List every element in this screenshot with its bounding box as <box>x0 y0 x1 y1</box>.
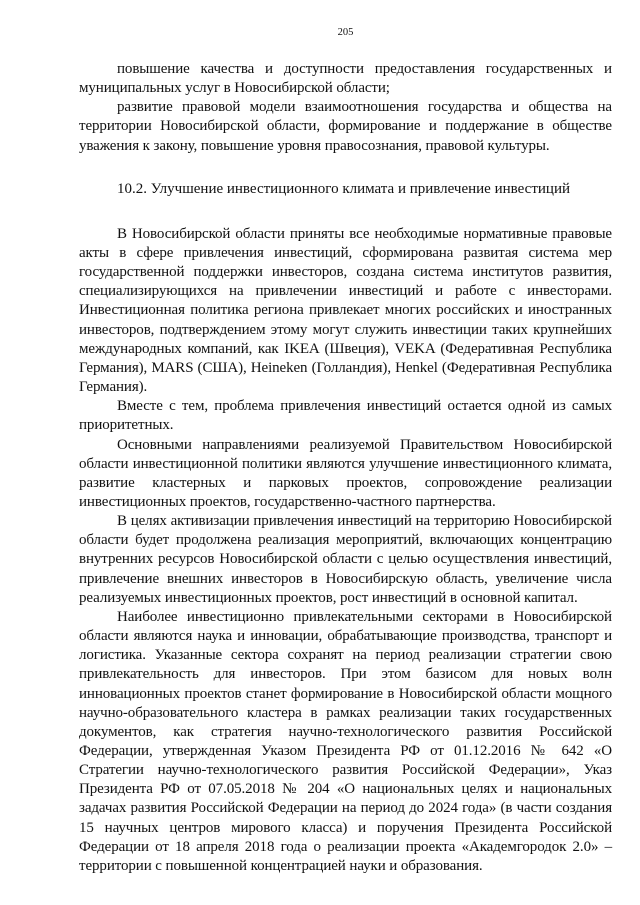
paragraph-legal-model: развитие правовой модели взаимоотношения государства и общества на территории Новосибирской области, формирование и поддержание в обществе уважения к закону, повышение уровня правосознания, правовой культуры. <box>79 99 612 154</box>
paragraph-priority: Вместе с тем, проблема привлечения инвестиций остается одной из самых приоритетных. <box>79 398 612 434</box>
paragraph-attractive-sectors: Наиболее инвестиционно привлекательными секторами в Новосибирской области являются наука и инновации, обрабатывающие производства, транспорт и логистика. Указанные сектора сохранят на период реализации стратегии свою привлекательность для инвесторов. При этом базисом для новых волн инновационных проектов станет формирование в Новосибирской области мощного научно-образовательного кластера в рамках реализации таких государственных документов, как стратегия научно-технологического развития Российской Федерации, утвержденная Указом Президента РФ от 01.12.2016 № 642 «О Стратегии научно-технологического развития Российской Федерации», Указ Президента РФ от 07.05.2018 № 204 «О национальных целях и национальных задачах развития Российской Федерации на период до 2024 года» (в части создания 15 научных центров мирового класса) и поручения Президента Российской Федерации от 18 апреля 2018 года о реализации проекта «Академгородок 2.0» – территории с повышенной концентрацией науки и образования. <box>79 608 612 874</box>
paragraph-activation: В целях активизации привлечения инвестиций на территорию Новосибирской области будет продолжена реализация мероприятий, включающих концентрацию внутренних ресурсов Новосибирской области с целью осуществления инвестиций, привлечение внешних инвесторов в Новосибирскую область, увеличение числа реализуемых инвестиционных проектов, рост инвестиций в основной капитал. <box>79 513 612 606</box>
page-number: 205 <box>337 27 354 38</box>
section-heading: 10.2. Улучшение инвестиционного климата и привлечение инвестиций <box>117 180 570 197</box>
paragraph-main-directions: Основными направлениями реализуемой Правительством Новосибирской области инвестиционной политики являются улучшение инвестиционного климата, развитие кластерных и парковых проектов, сопровождение реализации инвестиционных проектов, государственно-частного партнерства. <box>79 436 612 510</box>
paragraph-regulations: В Новосибирской области приняты все необходимые нормативные правовые акты в сфере привлечения инвестиций, сформирована развитая система мер государственной поддержки инвесторов, создана система институтов развития, специализирующихся на привлечении инвестиций и работе с инвесторами. Инвестиционная политика региона привлекает многих российских и иностранных инвесторов, подтверждением этому могут служить инвестиции таких крупнейших международных компаний, как IKEA (Швеция), VEKA (Федеративная Республика Германия), MARS (США), Heineken (Голландия), Henkel (Федеративная Республика Германия). <box>79 225 612 396</box>
paragraph-service-quality: повышение качества и доступности предоставления государственных и муниципальных услуг в Новосибирской области; <box>79 61 612 97</box>
document-page <box>79 26 612 876</box>
